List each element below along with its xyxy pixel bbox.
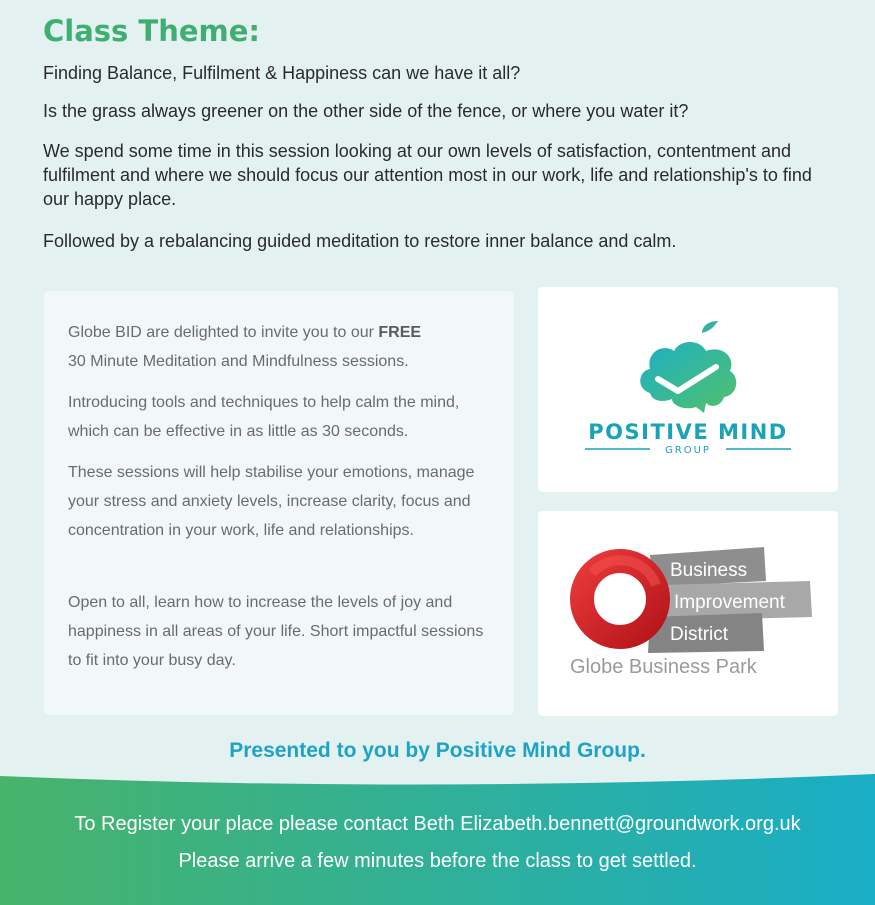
info-invite-text: Globe BID are delighted to invite you to our [68, 324, 379, 341]
free-emphasis: FREE [378, 324, 422, 341]
info-paragraph-2: Introducing tools and techniques to help calm the mind, which can be effective in as little as 30 seconds. [68, 394, 460, 440]
head-icon [640, 321, 736, 413]
arrive-early-text: Please arrive a few minutes before the class to get settled. [178, 850, 697, 872]
red-ring-icon [582, 560, 658, 637]
bid-logo [538, 511, 838, 716]
positive-mind-group-label: GROUP [665, 445, 711, 456]
theme-paragraph-2: Is the grass always greener on the other side of the fence, or where you water it? [43, 101, 689, 121]
bid-business-text: Business [670, 560, 748, 581]
bid-district-text: District [670, 624, 729, 645]
info-paragraph-4: Open to all, learn how to increase the levels of joy and happiness in all areas of your life. Short impactful sessions to fit into your busy day. [68, 594, 484, 669]
class-theme-heading: Class Theme: [43, 14, 260, 48]
register-contact-text: To Register your place please contact Beth Elizabeth.bennett@groundwork.org.uk [74, 813, 801, 835]
theme-paragraph-3: We spend some time in this session looking at our own levels of satisfaction, contentment and fulfilment and where we should focus our attention most in our work, life and relationship's to find our happy place. [43, 141, 812, 209]
info-paragraph-3: These sessions will help stabilise your emotions, manage your stress and anxiety levels, increase clarity, focus and concentration in your work, life and relationships. [68, 464, 475, 539]
info-session-text: 30 Minute Meditation and Mindfulness sessions. [68, 353, 409, 370]
positive-mind-wordmark: POSITIVE MIND [588, 420, 788, 444]
bid-logo-card [538, 511, 838, 716]
info-paragraph-1 [68, 318, 488, 376]
positive-mind-logo [538, 287, 838, 492]
presented-by-text: Presented to you by Positive Mind Group. [229, 739, 646, 762]
theme-paragraph-1: Finding Balance, Fulfilment & Happiness can we have it all? [43, 63, 521, 83]
info-card [44, 291, 514, 715]
globe-business-park-text: Globe Business Park [570, 656, 757, 678]
bid-improvement-text: Improvement [674, 592, 785, 613]
theme-paragraph-4: Followed by a rebalancing guided meditation to restore inner balance and calm. [43, 231, 677, 251]
positive-mind-logo-card [538, 287, 838, 492]
